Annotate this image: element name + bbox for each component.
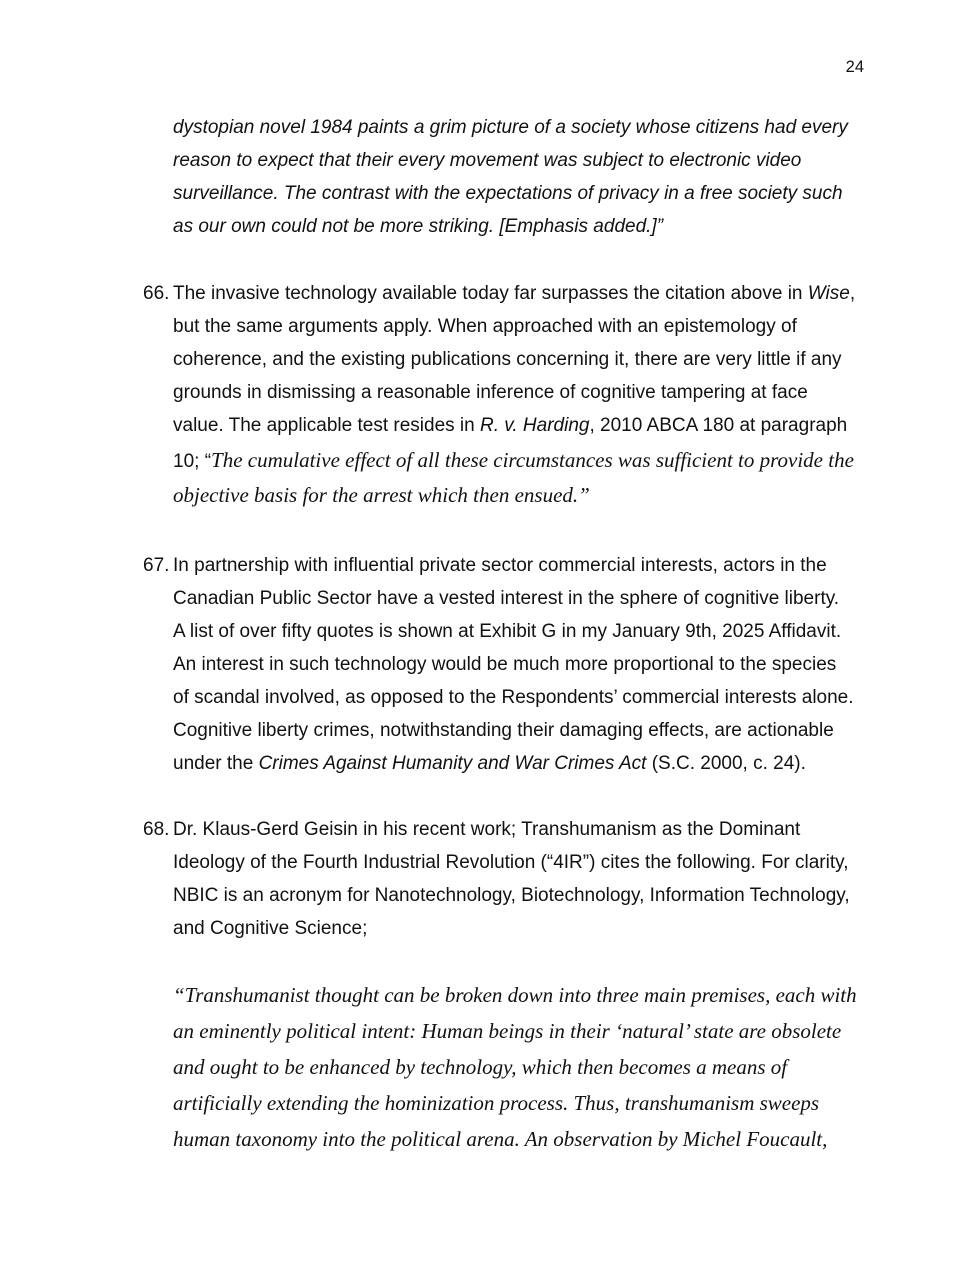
inline-quote: The cumulative effect of all these circumstances was sufficient to provide the xyxy=(211,448,854,472)
inline-quote-line: objective basis for the arrest which then ensued.” xyxy=(173,483,590,507)
quote-line: an eminently political intent: Human beings in their ‘natural’ state are obsolete xyxy=(173,1019,842,1043)
text-run: (S.C. 2000, c. 24). xyxy=(646,753,806,774)
page-number: 24 xyxy=(845,58,864,76)
act-title: Crimes Against Humanity and War Crimes Act xyxy=(258,753,647,774)
quote-line: as our own could not be more striking. [Emphasis added.]” xyxy=(173,216,664,237)
quote-line: and ought to be enhanced by technology, which then becomes a means of xyxy=(173,1055,788,1079)
paragraph-line: An interest in such technology would be much more proportional to the species xyxy=(173,654,837,675)
paragraph-line xyxy=(173,416,847,435)
paragraph-line: NBIC is an acronym for Nanotechnology, Biotechnology, Information Technology, xyxy=(173,885,850,906)
paragraph-line: Ideology of the Fourth Industrial Revolution (“4IR”) cites the following. For clarity, xyxy=(173,852,849,873)
paragraph-line xyxy=(173,284,855,303)
text-run: , xyxy=(849,283,856,304)
case-name-harding: R. v. Harding xyxy=(480,415,590,436)
paragraph-line: Dr. Klaus-Gerd Geisin in his recent work; Transhumanism as the Dominant xyxy=(173,819,801,840)
quote-line: reason to expect that their every movement was subject to electronic video xyxy=(173,150,802,171)
paragraph-line: of scandal involved, as opposed to the Respondents’ commercial interests alone. xyxy=(173,687,854,708)
paragraph-number: 66. xyxy=(143,283,170,304)
paragraph-line: Canadian Public Sector have a vested interest in the sphere of cognitive liberty. xyxy=(173,588,840,609)
paragraph-number: 68. xyxy=(143,819,170,840)
paragraph-line: coherence, and the existing publications concerning it, there are very little if any xyxy=(173,349,842,370)
paragraph-line: In partnership with influential private sector commercial interests, actors in the xyxy=(173,555,827,576)
quote-line: “Transhumanist thought can be broken down into three main premises, each with xyxy=(173,983,857,1007)
paragraph-line: Cognitive liberty crimes, notwithstanding their damaging effects, are actionable xyxy=(173,720,834,741)
paragraph-number: 67. xyxy=(143,555,170,576)
text-run: The invasive technology available today far surpasses the citation above in xyxy=(173,283,808,304)
quote-line: dystopian novel 1984 paints a grim picture of a society whose citizens had every xyxy=(173,117,848,138)
paragraph-line xyxy=(173,450,854,471)
text-run: , 2010 ABCA 180 at paragraph xyxy=(589,415,848,436)
paragraph-line xyxy=(173,754,806,773)
case-name-wise: Wise xyxy=(807,283,850,304)
quote-line: artificially extending the hominization process. Thus, transhumanism sweeps xyxy=(173,1091,820,1115)
text-run: value. The applicable test resides in xyxy=(173,415,480,436)
paragraph-line: A list of over fifty quotes is shown at Exhibit G in my January 9th, 2025 Affidavit. xyxy=(173,621,842,642)
paragraph-line: and Cognitive Science; xyxy=(173,918,368,939)
quote-line: human taxonomy into the political arena. An observation by Michel Foucault, xyxy=(173,1127,828,1151)
paragraph-line: but the same arguments apply. When approached with an epistemology of xyxy=(173,316,797,337)
text-run: 10; “ xyxy=(173,451,212,472)
paragraph-line: grounds in dismissing a reasonable inference of cognitive tampering at face xyxy=(173,382,808,403)
text-run: under the xyxy=(173,753,259,774)
quote-line: surveillance. The contrast with the expectations of privacy in a free society such xyxy=(173,183,843,204)
